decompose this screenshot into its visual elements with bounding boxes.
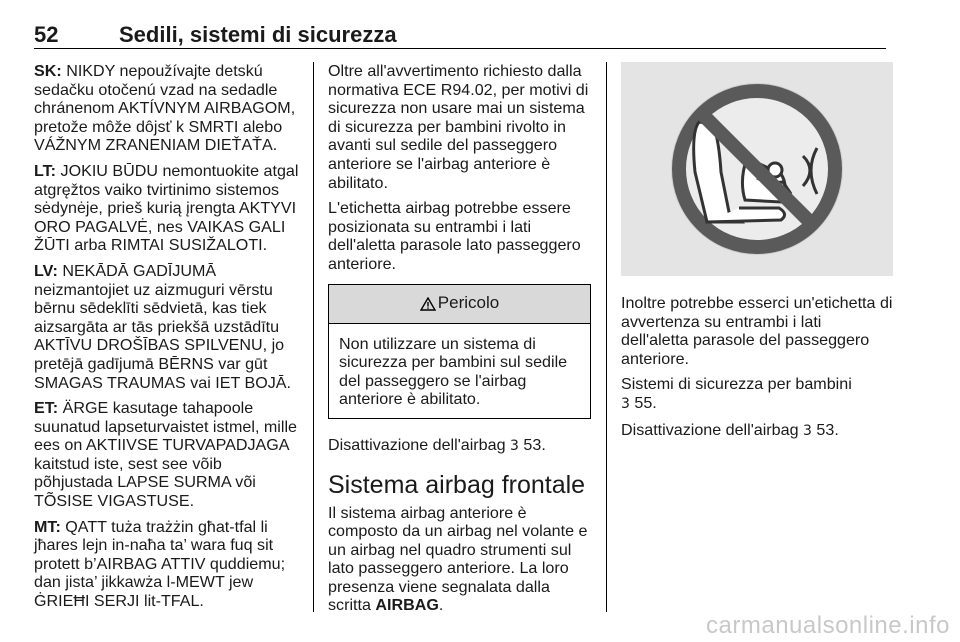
warning-triangle-icon (420, 297, 436, 311)
danger-box-text: Non utilizzare un sistema di sicurezza per bambini sul sedile del passeggero se l'airbag anteriore è abilitato. (339, 334, 568, 409)
section-heading: Sistema airbag frontale (328, 470, 586, 499)
warning-paragraph-lv: LV: NEKĀDĀ GADĪJUMĀ neizmantojiet uz aizmuguri vērstu bērnu sēdeklīti sēdvietā, kas tiek aizsargāta ar tās priekšā uzstādītu AKTĪVU DROŠĪBAS SPILVENU, jo pretējā gadījumā BĒRNS var gūt SMAGAS TRAUMAS vai IET BOJĀ. (34, 261, 291, 392)
page-ref-icon: 3 (621, 395, 630, 412)
warning-paragraph-mt: MT: QATT tuża trażżin għat-tfal li jħares lejn in-naħa ta’ wara fuq sit protett b’AIRBAG ATTIV quddiemu; dan jista’ jikkawża l-MEWT jew ĠRIEĦI SERJI lit-TFAL. (34, 517, 286, 611)
intro-paragraph: Oltre all'avvertimento richiesto dalla normativa ECE R94.02, per motivi di sicurezza non usare mai un sistema di sicurezza per bambini rivolto in avanti sul sedile del passeggero anteriore se l'airbag anteriore è abilitato. (328, 62, 589, 192)
page-ref-icon: 3 (803, 422, 812, 439)
cross-reference[interactable]: Sistemi di sicurezza per bambini 3 55. (621, 375, 852, 412)
page-title: Sedili, sistemi di sicurezza (119, 22, 397, 47)
column-2 (328, 62, 591, 622)
page-number: 52 (34, 22, 59, 47)
page-header (34, 8, 886, 49)
section-body: Il sistema airbag anteriore è composto da un airbag nel volante e un airbag nel quadro strumenti sul lato passeggero anteriore. La loro presenza viene segnalata dalla scritta AIRBAG. (328, 503, 588, 615)
column-divider (606, 62, 607, 612)
column-divider (313, 62, 314, 612)
column-1 (34, 62, 302, 618)
cross-reference[interactable]: Disattivazione dell'airbag 3 53. (328, 435, 546, 454)
additional-label-paragraph: Inoltre potrebbe esserci un'etichetta di avvertenza su entrambi i lati dell'aletta parasole del passeggero anteriore. (621, 294, 893, 368)
watermark: carmanualsonline.info (706, 612, 950, 639)
label-location-paragraph: L'etichetta airbag potrebbe essere posizionata su entrambi i lati dell'aletta parasole lato passeggero anteriore. (328, 199, 581, 273)
danger-box (328, 284, 591, 419)
warning-paragraph-et: ET: ÄRGE kasutage tahapoole suunatud lapseturvaistet istmel, mille ees on AKTIIVSE TURVAPADJAGA kaitstud iste, sest see võib põhjustada LAPSE SURMA või TÕSISE VIGASTUSE. (34, 399, 297, 511)
page-ref-icon: 3 (510, 437, 519, 454)
airbag-warning-label-image (621, 62, 893, 276)
warning-paragraph-lt: LT: JOKIU BŪDU nemontuokite atgal atgręžtos vaiko tvirtinimo sistemos sėdynėje, prieš kurią įrengta AKTYVI ORO PAGALVĖ, nes VAIKAS GALI ŽŪTI arba RIMTAI SUSIŽALOTI. (34, 161, 299, 255)
danger-box-title: Pericolo (437, 293, 500, 313)
column-3 (621, 294, 893, 447)
no-child-seat-airbag-icon (621, 62, 893, 276)
danger-box-header (329, 285, 590, 324)
cross-reference[interactable]: Disattivazione dell'airbag 3 53. (621, 420, 839, 439)
warning-paragraph-sk: SK: NIKDY nepoužívajte detskú sedačku otočenú vzad na sedadle chránenom AKTÍVNYM AIRBAGOM, pretože môže dôjsť k SMRTI alebo VÁŽNYM ZRANENIAM DIEŤAŤA. (34, 62, 296, 155)
